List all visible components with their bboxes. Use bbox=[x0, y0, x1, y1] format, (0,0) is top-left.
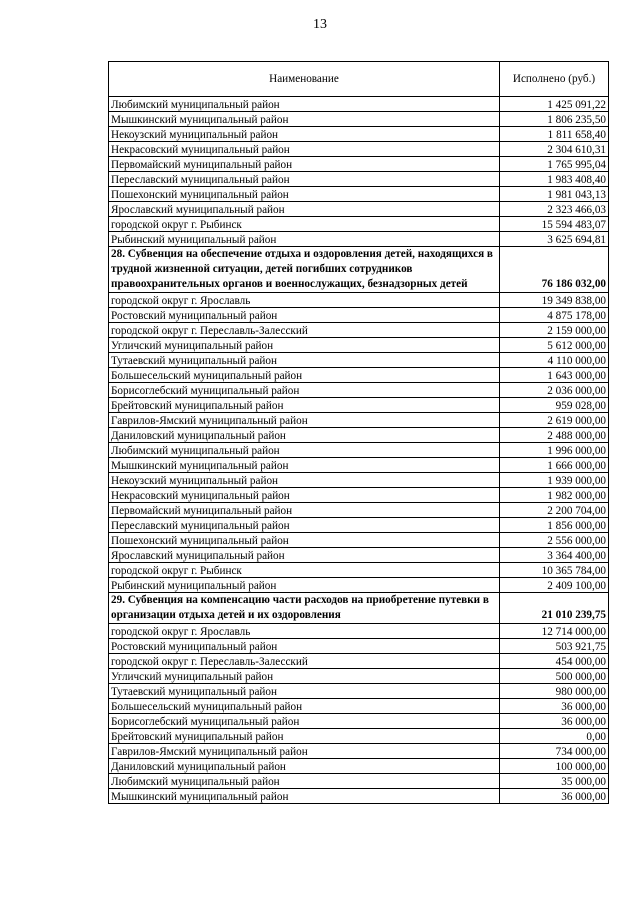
row-name: Тутаевский муниципальный район bbox=[109, 353, 500, 368]
row-amount: 36 000,00 bbox=[500, 789, 609, 804]
row-name: Брейтовский муниципальный район bbox=[109, 398, 500, 413]
row-amount: 454 000,00 bbox=[500, 654, 609, 669]
row-name: Большесельский муниципальный район bbox=[109, 368, 500, 383]
table-row bbox=[109, 714, 609, 729]
row-amount: 1 981 043,13 bbox=[500, 187, 609, 202]
row-name: Любимский муниципальный район bbox=[109, 97, 500, 112]
row-name: Гаврилов-Ямский муниципальный район bbox=[109, 744, 500, 759]
table-row bbox=[109, 157, 609, 172]
row-name: городской округ г. Переславль-Залесский bbox=[109, 323, 500, 338]
row-name: Некрасовский муниципальный район bbox=[109, 488, 500, 503]
table-row bbox=[109, 323, 609, 338]
table-row bbox=[109, 112, 609, 127]
row-amount: 1 939 000,00 bbox=[500, 473, 609, 488]
row-amount: 2 323 466,03 bbox=[500, 202, 609, 217]
table-row bbox=[109, 398, 609, 413]
table-row bbox=[109, 548, 609, 563]
row-amount: 1 643 000,00 bbox=[500, 368, 609, 383]
table-row bbox=[109, 518, 609, 533]
budget-table bbox=[108, 61, 609, 804]
table-row bbox=[109, 428, 609, 443]
table-row bbox=[109, 503, 609, 518]
row-name: Ярославский муниципальный район bbox=[109, 202, 500, 217]
page-number: 13 bbox=[313, 17, 327, 32]
row-name: Любимский муниципальный район bbox=[109, 443, 500, 458]
row-name: Даниловский муниципальный район bbox=[109, 759, 500, 774]
row-name: Борисоглебский муниципальный район bbox=[109, 714, 500, 729]
table-row bbox=[109, 142, 609, 157]
row-amount: 500 000,00 bbox=[500, 669, 609, 684]
table-row bbox=[109, 744, 609, 759]
row-amount: 15 594 483,07 bbox=[500, 217, 609, 232]
row-name: Мышкинский муниципальный район bbox=[109, 458, 500, 473]
row-name: Переславский муниципальный район bbox=[109, 172, 500, 187]
row-name: Некоузский муниципальный район bbox=[109, 473, 500, 488]
table-row bbox=[109, 699, 609, 714]
row-name: Угличский муниципальный район bbox=[109, 338, 500, 353]
row-amount: 1 982 000,00 bbox=[500, 488, 609, 503]
row-amount: 503 921,75 bbox=[500, 639, 609, 654]
row-amount: 5 612 000,00 bbox=[500, 338, 609, 353]
column-header-amount: Исполнено (руб.) bbox=[500, 62, 609, 97]
table-row bbox=[109, 488, 609, 503]
table-row bbox=[109, 473, 609, 488]
row-amount: 4 110 000,00 bbox=[500, 353, 609, 368]
table-row bbox=[109, 187, 609, 202]
row-name: Борисоглебский муниципальный район bbox=[109, 383, 500, 398]
table-row bbox=[109, 774, 609, 789]
row-amount: 0,00 bbox=[500, 729, 609, 744]
table-row bbox=[109, 533, 609, 548]
row-amount: 1 666 000,00 bbox=[500, 458, 609, 473]
table-row bbox=[109, 202, 609, 217]
table-row bbox=[109, 789, 609, 804]
section-total: 76 186 032,00 bbox=[500, 247, 609, 293]
table-row bbox=[109, 353, 609, 368]
table-row bbox=[109, 217, 609, 232]
table-row bbox=[109, 684, 609, 699]
row-name: Некоузский муниципальный район bbox=[109, 127, 500, 142]
row-amount: 1 425 091,22 bbox=[500, 97, 609, 112]
row-name: городской округ г. Рыбинск bbox=[109, 217, 500, 232]
table-row bbox=[109, 383, 609, 398]
table-row bbox=[109, 639, 609, 654]
table-row bbox=[109, 458, 609, 473]
row-amount: 1 996 000,00 bbox=[500, 443, 609, 458]
row-name: Любимский муниципальный район bbox=[109, 774, 500, 789]
section-row bbox=[109, 593, 609, 624]
row-name: Тутаевский муниципальный район bbox=[109, 684, 500, 699]
row-amount: 1 856 000,00 bbox=[500, 518, 609, 533]
row-name: городской округ г. Рыбинск bbox=[109, 563, 500, 578]
table-row bbox=[109, 232, 609, 247]
table-row bbox=[109, 97, 609, 112]
table-row bbox=[109, 624, 609, 639]
section-title: 29. Субвенция на компенсацию части расходов на приобретение путевки в организации отдыха детей и их оздоровления bbox=[109, 593, 500, 624]
table-row bbox=[109, 578, 609, 593]
row-name: Ростовский муниципальный район bbox=[109, 308, 500, 323]
row-amount: 36 000,00 bbox=[500, 714, 609, 729]
table-row bbox=[109, 308, 609, 323]
row-name: Переславский муниципальный район bbox=[109, 518, 500, 533]
table-row bbox=[109, 729, 609, 744]
row-amount: 2 200 704,00 bbox=[500, 503, 609, 518]
table-row bbox=[109, 172, 609, 187]
row-name: Рыбинский муниципальный район bbox=[109, 232, 500, 247]
row-name: городской округ г. Ярославль bbox=[109, 624, 500, 639]
row-name: Гаврилов-Ямский муниципальный район bbox=[109, 413, 500, 428]
row-amount: 2 488 000,00 bbox=[500, 428, 609, 443]
row-name: Мышкинский муниципальный район bbox=[109, 789, 500, 804]
row-name: городской округ г. Переславль-Залесский bbox=[109, 654, 500, 669]
row-amount: 3 625 694,81 bbox=[500, 232, 609, 247]
table-row bbox=[109, 368, 609, 383]
row-amount: 36 000,00 bbox=[500, 699, 609, 714]
section-title: 28. Субвенция на обеспечение отдыха и оздоровления детей, находящихся в трудной жизненной ситуации, детей погибших сотрудников правоохранительных органов и военнослужащих, безнадзорных детей bbox=[109, 247, 500, 293]
table-header-row bbox=[109, 62, 609, 97]
row-amount: 1 765 995,04 bbox=[500, 157, 609, 172]
table-row bbox=[109, 443, 609, 458]
row-amount: 2 409 100,00 bbox=[500, 578, 609, 593]
row-name: Даниловский муниципальный район bbox=[109, 428, 500, 443]
row-amount: 1 983 408,40 bbox=[500, 172, 609, 187]
row-name: Пошехонский муниципальный район bbox=[109, 533, 500, 548]
row-amount: 2 304 610,31 bbox=[500, 142, 609, 157]
row-amount: 1 806 235,50 bbox=[500, 112, 609, 127]
table-row bbox=[109, 127, 609, 142]
row-amount: 19 349 838,00 bbox=[500, 293, 609, 308]
row-amount: 10 365 784,00 bbox=[500, 563, 609, 578]
row-amount: 12 714 000,00 bbox=[500, 624, 609, 639]
row-amount: 4 875 178,00 bbox=[500, 308, 609, 323]
section-row bbox=[109, 247, 609, 293]
table-row bbox=[109, 669, 609, 684]
row-amount: 734 000,00 bbox=[500, 744, 609, 759]
row-name: Рыбинский муниципальный район bbox=[109, 578, 500, 593]
table-body bbox=[109, 97, 609, 804]
row-name: Первомайский муниципальный район bbox=[109, 157, 500, 172]
row-name: городской округ г. Ярославль bbox=[109, 293, 500, 308]
row-name: Некрасовский муниципальный район bbox=[109, 142, 500, 157]
table-row bbox=[109, 759, 609, 774]
row-amount: 1 811 658,40 bbox=[500, 127, 609, 142]
row-name: Ростовский муниципальный район bbox=[109, 639, 500, 654]
row-name: Первомайский муниципальный район bbox=[109, 503, 500, 518]
row-amount: 2 159 000,00 bbox=[500, 323, 609, 338]
table-row bbox=[109, 654, 609, 669]
table-row bbox=[109, 338, 609, 353]
table-row bbox=[109, 563, 609, 578]
row-name: Большесельский муниципальный район bbox=[109, 699, 500, 714]
row-name: Пошехонский муниципальный район bbox=[109, 187, 500, 202]
row-name: Ярославский муниципальный район bbox=[109, 548, 500, 563]
row-amount: 35 000,00 bbox=[500, 774, 609, 789]
row-amount: 980 000,00 bbox=[500, 684, 609, 699]
column-header-name: Наименование bbox=[109, 62, 500, 97]
table-row bbox=[109, 293, 609, 308]
row-amount: 100 000,00 bbox=[500, 759, 609, 774]
section-total: 21 010 239,75 bbox=[500, 593, 609, 624]
row-name: Мышкинский муниципальный район bbox=[109, 112, 500, 127]
row-amount: 3 364 400,00 bbox=[500, 548, 609, 563]
row-name: Угличский муниципальный район bbox=[109, 669, 500, 684]
row-name: Брейтовский муниципальный район bbox=[109, 729, 500, 744]
row-amount: 959 028,00 bbox=[500, 398, 609, 413]
row-amount: 2 036 000,00 bbox=[500, 383, 609, 398]
table-row bbox=[109, 413, 609, 428]
row-amount: 2 619 000,00 bbox=[500, 413, 609, 428]
row-amount: 2 556 000,00 bbox=[500, 533, 609, 548]
